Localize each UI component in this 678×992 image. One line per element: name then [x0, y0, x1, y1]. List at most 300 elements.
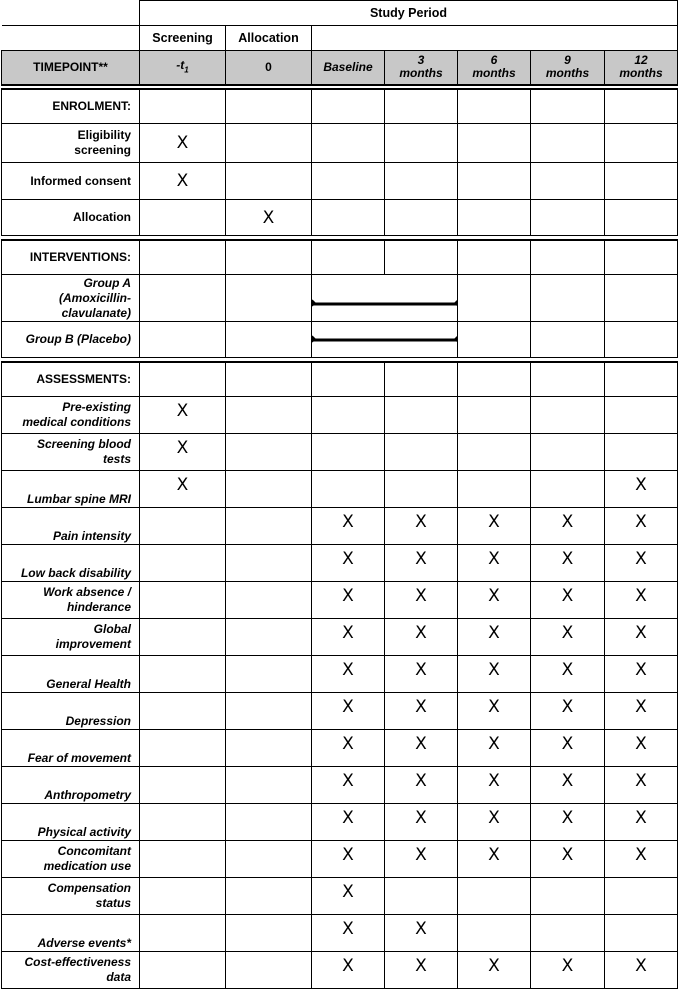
cell-6m	[458, 508, 531, 545]
x-mark: X	[176, 475, 189, 495]
cell-3m	[385, 878, 458, 915]
schedule-row	[2, 693, 678, 730]
allocation-header: Allocation	[226, 26, 312, 51]
x-mark: X	[415, 808, 427, 828]
cell-baseline	[312, 200, 385, 236]
x-mark: X	[561, 697, 574, 717]
x-mark: X	[635, 660, 647, 680]
x-mark: X	[488, 845, 500, 865]
row-label	[2, 124, 140, 163]
cell-12m	[605, 322, 678, 358]
assessments-section-title: ASSESSMENTS:	[2, 362, 140, 397]
row-label-line: General Health	[46, 677, 131, 691]
schedule-row	[2, 915, 678, 952]
cell-3m	[385, 434, 458, 471]
x-mark: X	[488, 512, 500, 532]
cell-9m	[531, 915, 605, 952]
timepoint-t1-sub: 1	[184, 64, 189, 74]
cell-12m	[605, 915, 678, 952]
empty-cell	[385, 362, 458, 397]
interventions-section-title: INTERVENTIONS:	[2, 240, 140, 275]
row-label	[2, 730, 140, 767]
x-mark: X	[488, 734, 500, 754]
cell-12m	[605, 163, 678, 200]
x-mark: X	[635, 734, 647, 754]
empty-cell	[605, 240, 678, 275]
cell-3m	[385, 730, 458, 767]
cell-baseline	[312, 397, 385, 434]
empty-cell	[140, 240, 226, 275]
x-mark: X	[488, 697, 500, 717]
row-label	[2, 656, 140, 693]
cell-3m	[385, 163, 458, 200]
cell-screening	[140, 545, 226, 582]
cell-3m	[385, 200, 458, 236]
cell-12m	[605, 804, 678, 841]
cell-9m	[531, 767, 605, 804]
empty-cell	[531, 362, 605, 397]
x-mark: X	[415, 660, 427, 680]
cell-12m	[605, 841, 678, 878]
row-label-line: Global	[93, 622, 131, 636]
x-mark: X	[561, 956, 574, 976]
x-mark: X	[176, 401, 189, 421]
row-label-line: Anthropometry	[44, 788, 131, 802]
cell-allocation	[226, 915, 312, 952]
cell-screening	[140, 693, 226, 730]
cell-12m	[605, 952, 678, 989]
row-label	[2, 545, 140, 582]
cell-12m	[605, 397, 678, 434]
assessments-section	[2, 362, 678, 397]
cell-screening	[140, 952, 226, 989]
x-mark: X	[561, 586, 574, 606]
cell-baseline	[312, 730, 385, 767]
x-mark: X	[176, 133, 189, 153]
cell-allocation	[226, 124, 312, 163]
timepoint-9m	[531, 51, 605, 85]
x-mark: X	[342, 512, 354, 532]
row-label	[2, 804, 140, 841]
cell-9m	[531, 508, 605, 545]
row-label-line: Depression	[65, 714, 131, 728]
row-label	[2, 915, 140, 952]
timepoint-t1-text: -t	[176, 57, 185, 72]
timepoint-6m-num: 6	[490, 53, 498, 68]
intervention-period-bar	[312, 302, 458, 305]
header-blank	[312, 26, 678, 51]
schedule-row	[2, 619, 678, 656]
cell-baseline	[312, 656, 385, 693]
x-mark: X	[176, 438, 189, 458]
empty-cell	[605, 89, 678, 124]
cell-screening	[140, 619, 226, 656]
row-label-line: Eligibility	[77, 128, 131, 142]
x-mark: X	[635, 845, 647, 865]
x-mark: X	[342, 808, 354, 828]
cell-allocation	[226, 878, 312, 915]
row-label	[2, 508, 140, 545]
row-label-line: medical conditions	[22, 415, 131, 429]
timepoint-6m	[458, 51, 531, 85]
x-mark: X	[176, 171, 189, 191]
cell-screening	[140, 730, 226, 767]
x-mark: X	[342, 549, 354, 569]
x-mark: X	[262, 207, 275, 228]
study-period-header: Study Period	[140, 1, 678, 26]
cell-baseline	[312, 434, 385, 471]
cell-allocation	[226, 952, 312, 989]
empty-cell	[458, 89, 531, 124]
x-mark: X	[342, 771, 354, 791]
x-mark: X	[561, 808, 574, 828]
x-mark: X	[415, 771, 427, 791]
cell-6m	[458, 619, 531, 656]
row-label-line: Adverse events*	[37, 936, 131, 950]
x-mark: X	[561, 660, 574, 680]
intervention-period-bar	[312, 338, 458, 341]
schedule-row	[2, 434, 678, 471]
enrolment-section	[2, 89, 678, 124]
x-mark: X	[415, 697, 427, 717]
cell-screening	[140, 322, 226, 358]
x-mark: X	[415, 734, 427, 754]
x-mark: X	[415, 919, 427, 939]
cell-screening	[140, 471, 226, 508]
cell-6m	[458, 582, 531, 619]
row-label-line: Screening blood	[36, 437, 131, 451]
schedule-row	[2, 508, 678, 545]
corner-cell	[2, 1, 140, 26]
cell-6m	[458, 163, 531, 200]
x-mark: X	[342, 956, 354, 976]
timepoint-label: TIMEPOINT**	[2, 51, 140, 85]
cell-3m	[385, 767, 458, 804]
cell-9m	[531, 275, 605, 322]
timepoint-12m	[605, 51, 678, 85]
x-mark: X	[488, 549, 500, 569]
timepoint-12m-num: 12	[634, 53, 648, 68]
row-label-line: medication use	[43, 859, 131, 873]
x-mark: X	[635, 956, 647, 976]
cell-9m	[531, 730, 605, 767]
timepoint-6m-unit: months	[472, 66, 516, 81]
empty-cell	[531, 89, 605, 124]
cell-6m	[458, 471, 531, 508]
schedule-row	[2, 804, 678, 841]
cell-baseline	[312, 952, 385, 989]
cell-6m	[458, 804, 531, 841]
cell-allocation	[226, 545, 312, 582]
cell-9m	[531, 124, 605, 163]
cell-9m	[531, 545, 605, 582]
cell-3m	[385, 508, 458, 545]
row-label	[2, 471, 140, 508]
schedule-row	[2, 471, 678, 508]
x-mark: X	[415, 549, 427, 569]
cell-3m	[385, 471, 458, 508]
cell-screening	[140, 124, 226, 163]
cell-screening	[140, 508, 226, 545]
cell-12m	[605, 471, 678, 508]
cell-allocation	[226, 471, 312, 508]
schedule-row	[2, 767, 678, 804]
timepoint-9m-unit: months	[545, 66, 590, 81]
empty-cell	[140, 89, 226, 124]
row-label-line: Low back disability	[20, 566, 131, 580]
cell-baseline	[312, 619, 385, 656]
cell-9m	[531, 952, 605, 989]
row-label	[2, 767, 140, 804]
cell-6m	[458, 545, 531, 582]
x-mark: X	[635, 549, 647, 569]
x-mark: X	[488, 623, 500, 643]
empty-cell	[531, 240, 605, 275]
row-label-line: Allocation	[72, 210, 131, 224]
timepoint-baseline: Baseline	[312, 51, 385, 85]
row-label-line: Informed consent	[30, 173, 131, 188]
cell-6m	[458, 397, 531, 434]
empty-cell	[605, 362, 678, 397]
cell-9m	[531, 656, 605, 693]
cell-allocation	[226, 841, 312, 878]
cell-12m	[605, 200, 678, 236]
intervention-bar-cell	[312, 322, 458, 358]
x-mark: X	[561, 734, 574, 754]
cell-12m	[605, 275, 678, 322]
cell-6m	[458, 730, 531, 767]
timepoint-9m-num: 9	[564, 53, 571, 68]
row-label-line: Concomitant	[57, 844, 131, 858]
row-label-line: Group B (Placebo)	[25, 332, 131, 346]
empty-cell	[458, 362, 531, 397]
x-mark: X	[488, 956, 500, 976]
cell-9m	[531, 200, 605, 236]
cell-12m	[605, 693, 678, 730]
schedule-row	[2, 730, 678, 767]
cell-9m	[531, 841, 605, 878]
row-label-line: clavulanate)	[61, 305, 131, 320]
schedule-row	[2, 124, 678, 163]
screening-header: Screening	[140, 26, 226, 51]
cell-screening	[140, 200, 226, 236]
schedule-row	[2, 878, 678, 915]
cell-screening	[140, 841, 226, 878]
row-label	[2, 397, 140, 434]
cell-3m	[385, 841, 458, 878]
cell-3m	[385, 582, 458, 619]
empty-cell	[312, 89, 385, 124]
cell-3m	[385, 619, 458, 656]
cell-9m	[531, 163, 605, 200]
cell-screening	[140, 275, 226, 322]
x-mark: X	[635, 586, 647, 606]
cell-9m	[531, 322, 605, 358]
cell-screening	[140, 163, 226, 200]
row-label-line: screening	[74, 143, 131, 157]
cell-screening	[140, 767, 226, 804]
cell-baseline	[312, 508, 385, 545]
row-label-line: (Amoxicillin-	[58, 290, 131, 305]
cell-allocation	[226, 656, 312, 693]
cell-allocation	[226, 275, 312, 322]
cell-9m	[531, 878, 605, 915]
cell-6m	[458, 656, 531, 693]
row-label	[2, 434, 140, 471]
cell-12m	[605, 508, 678, 545]
x-mark: X	[635, 623, 647, 643]
cell-screening	[140, 656, 226, 693]
row-label	[2, 619, 140, 656]
cell-baseline	[312, 163, 385, 200]
x-mark: X	[415, 623, 427, 643]
empty-cell	[312, 240, 385, 275]
empty-cell	[458, 240, 531, 275]
row-label-line: Group A	[83, 275, 131, 290]
cell-6m	[458, 322, 531, 358]
enrolment-section-title: ENROLMENT:	[2, 89, 140, 124]
row-label-line: Compensation	[47, 881, 131, 895]
cell-baseline	[312, 841, 385, 878]
cell-6m	[458, 952, 531, 989]
timepoint-3m-num: 3	[417, 53, 425, 68]
cell-12m	[605, 878, 678, 915]
x-mark: X	[635, 808, 647, 828]
row-label	[2, 841, 140, 878]
cell-allocation	[226, 200, 312, 236]
cell-allocation	[226, 804, 312, 841]
x-mark: X	[342, 882, 354, 902]
intervention-bar-cell	[312, 275, 458, 322]
row-label	[2, 952, 140, 989]
schedule-row	[2, 952, 678, 989]
cell-3m	[385, 124, 458, 163]
row-label-line: Pre-existing	[62, 400, 131, 414]
schedule-row	[2, 397, 678, 434]
cell-6m	[458, 767, 531, 804]
cell-allocation	[226, 434, 312, 471]
schedule-row	[2, 656, 678, 693]
empty-cell	[226, 362, 312, 397]
schedule-row	[2, 582, 678, 619]
empty-cell	[226, 240, 312, 275]
cell-baseline	[312, 915, 385, 952]
x-mark: X	[342, 919, 354, 939]
cell-9m	[531, 397, 605, 434]
x-mark: X	[415, 845, 427, 865]
cell-screening	[140, 397, 226, 434]
cell-allocation	[226, 619, 312, 656]
schedule-row	[2, 545, 678, 582]
x-mark: X	[415, 586, 427, 606]
row-label	[2, 200, 140, 236]
cell-screening	[140, 915, 226, 952]
cell-9m	[531, 434, 605, 471]
cell-12m	[605, 545, 678, 582]
row-label	[2, 582, 140, 619]
cell-6m	[458, 124, 531, 163]
empty-cell	[385, 240, 458, 275]
cell-screening	[140, 582, 226, 619]
x-mark: X	[561, 512, 574, 532]
timepoint-zero: 0	[226, 51, 312, 85]
intervention-row	[2, 322, 678, 358]
x-mark: X	[415, 512, 427, 532]
cell-9m	[531, 804, 605, 841]
x-mark: X	[635, 771, 647, 791]
x-mark: X	[561, 845, 574, 865]
row-label-line: Lumbar spine MRI	[26, 492, 131, 506]
row-label-line: Cost-effectiveness	[24, 955, 131, 969]
x-mark: X	[342, 623, 354, 643]
cell-baseline	[312, 545, 385, 582]
x-mark: X	[561, 549, 574, 569]
corner-cell-2	[2, 26, 140, 51]
cell-allocation	[226, 767, 312, 804]
cell-allocation	[226, 508, 312, 545]
cell-9m	[531, 582, 605, 619]
cell-baseline	[312, 471, 385, 508]
cell-baseline	[312, 582, 385, 619]
row-label-line: data	[106, 970, 131, 984]
cell-allocation	[226, 397, 312, 434]
x-mark: X	[415, 956, 427, 976]
cell-9m	[531, 619, 605, 656]
cell-12m	[605, 434, 678, 471]
cell-allocation	[226, 163, 312, 200]
cell-12m	[605, 767, 678, 804]
row-label	[2, 322, 140, 358]
cell-3m	[385, 915, 458, 952]
x-mark: X	[488, 660, 500, 680]
cell-screening	[140, 434, 226, 471]
timepoint-3m	[385, 51, 458, 85]
cell-baseline	[312, 767, 385, 804]
cell-baseline	[312, 693, 385, 730]
cell-6m	[458, 693, 531, 730]
empty-cell	[312, 362, 385, 397]
x-mark: X	[342, 586, 354, 606]
interventions-section	[2, 240, 678, 275]
x-mark: X	[561, 771, 574, 791]
row-label	[2, 275, 140, 322]
cell-allocation	[226, 322, 312, 358]
row-label-line: Physical activity	[37, 825, 131, 839]
schedule-row	[2, 163, 678, 200]
cell-6m	[458, 878, 531, 915]
row-label-line: improvement	[55, 637, 131, 651]
empty-cell	[140, 362, 226, 397]
cell-allocation	[226, 693, 312, 730]
cell-12m	[605, 730, 678, 767]
row-label-line: Fear of movement	[27, 751, 131, 765]
schedule-row	[2, 841, 678, 878]
row-label-line: tests	[102, 452, 131, 466]
cell-12m	[605, 582, 678, 619]
x-mark: X	[342, 697, 354, 717]
cell-12m	[605, 656, 678, 693]
x-mark: X	[342, 845, 354, 865]
cell-3m	[385, 693, 458, 730]
x-mark: X	[342, 660, 354, 680]
cell-allocation	[226, 582, 312, 619]
x-mark: X	[342, 734, 354, 754]
cell-baseline	[312, 878, 385, 915]
cell-9m	[531, 471, 605, 508]
cell-baseline	[312, 124, 385, 163]
cell-screening	[140, 878, 226, 915]
intervention-row	[2, 275, 678, 322]
